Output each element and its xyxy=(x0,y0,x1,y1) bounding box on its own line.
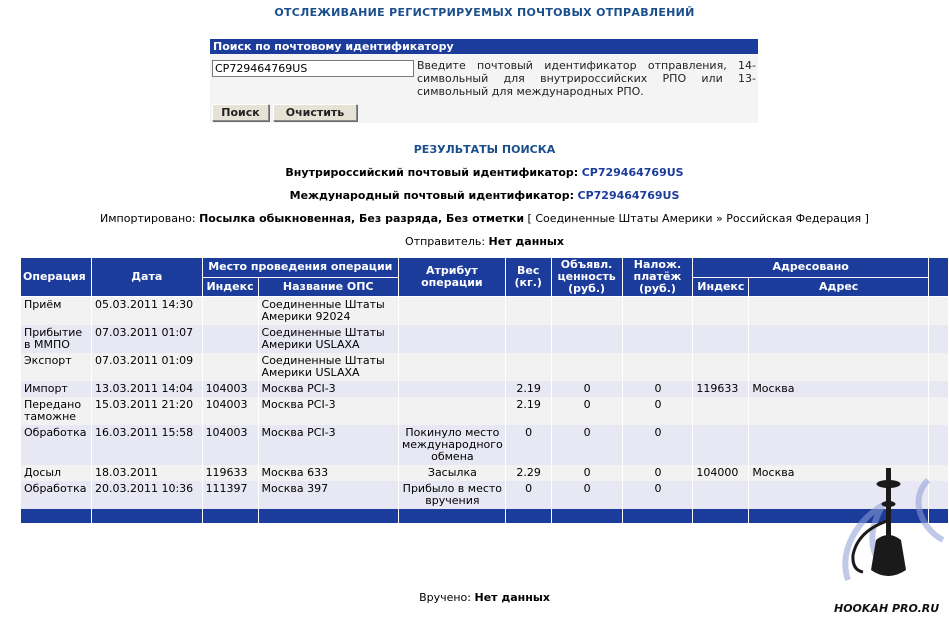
cell-ops-name: Соединенные Штаты Америки USLAXA xyxy=(258,353,398,381)
cell-operation: Обработка xyxy=(21,481,92,509)
cell-cod xyxy=(622,325,693,353)
cell-index: 104003 xyxy=(202,381,258,397)
domestic-id-value: CP729464769US xyxy=(581,166,684,179)
cell-attribute xyxy=(398,325,505,353)
cell-declared: 0 xyxy=(551,465,622,481)
tracking-id-input[interactable] xyxy=(212,60,414,77)
cell-weight: 2.19 xyxy=(505,397,551,425)
search-hint: Введите почтовый идентификатор отправления, 14-символьный для внутрироссийских РПО или 13-символьный для международных РПО. xyxy=(417,59,756,98)
route-text: [ Соединенные Штаты Америки » Российская Федерация ] xyxy=(527,212,869,225)
cell-date: 15.03.2011 21:20 xyxy=(91,397,202,425)
cell-weight: 2.29 xyxy=(505,465,551,481)
cell-cod: 0 xyxy=(622,397,693,425)
cell-extra xyxy=(929,397,949,425)
cell-operation: Обработка xyxy=(21,425,92,465)
cell-to-address: Москва xyxy=(749,465,929,481)
cell-operation: Передано таможне xyxy=(21,397,92,425)
intl-id-value: CP729464769US xyxy=(577,189,680,202)
cell-date: 20.03.2011 10:36 xyxy=(91,481,202,509)
cell-date: 05.03.2011 14:30 xyxy=(91,297,202,326)
table-row xyxy=(21,353,949,381)
cell-to-address xyxy=(749,325,929,353)
cell-declared: 0 xyxy=(551,381,622,397)
intl-id-label: Международный почтовый идентификатор: xyxy=(289,189,574,202)
sender-label: Отправитель: xyxy=(405,235,486,248)
cell-index: 119633 xyxy=(202,465,258,481)
table-row xyxy=(21,397,949,425)
cell-to-index: 104000 xyxy=(693,465,749,481)
cell-to-address: Москва xyxy=(749,381,929,397)
cell-weight xyxy=(505,353,551,381)
cell-to-index xyxy=(693,481,749,509)
cell-index xyxy=(202,297,258,326)
cell-ops-name: Москва 633 xyxy=(258,465,398,481)
cell-attribute xyxy=(398,381,505,397)
cell-to-index: 119633 xyxy=(693,381,749,397)
watermark-text: HOOKAH PRO.RU xyxy=(834,602,940,615)
cell-attribute xyxy=(398,353,505,381)
operations-body xyxy=(21,297,949,524)
cell-cod: 0 xyxy=(622,481,693,509)
cell-attribute: Засылка xyxy=(398,465,505,481)
search-panel-header: Поиск по почтовому идентификатору xyxy=(210,39,758,54)
cell-to-address xyxy=(749,397,929,425)
col-cod: Налож. платёж (руб.) xyxy=(622,258,693,297)
cell-operation: Импорт xyxy=(21,381,92,397)
cell-declared: 0 xyxy=(551,425,622,465)
table-footer-bar xyxy=(21,509,949,523)
cell-declared xyxy=(551,353,622,381)
cell-weight xyxy=(505,297,551,326)
cell-ops-name: Москва PCI-3 xyxy=(258,397,398,425)
sender-value: Нет данных xyxy=(488,235,564,248)
cell-cod: 0 xyxy=(622,381,693,397)
col-addressed: Адресовано xyxy=(693,258,929,278)
cell-to-address xyxy=(749,425,929,465)
cell-weight: 2.19 xyxy=(505,381,551,397)
table-row xyxy=(21,465,949,481)
search-button[interactable]: Поиск xyxy=(212,104,269,121)
domestic-id-line xyxy=(0,166,949,179)
cell-declared xyxy=(551,325,622,353)
cell-ops-name: Москва PCI-3 xyxy=(258,381,398,397)
cell-ops-name: Москва 397 xyxy=(258,481,398,509)
cell-ops-name: Соединенные Штаты Америки USLAXA xyxy=(258,325,398,353)
sender-line xyxy=(0,235,949,248)
col-extra xyxy=(929,258,949,297)
cell-operation: Экспорт xyxy=(21,353,92,381)
cell-declared xyxy=(551,297,622,326)
cell-operation: Досыл xyxy=(21,465,92,481)
cell-to-index xyxy=(693,425,749,465)
intl-id-line xyxy=(0,189,949,202)
table-row xyxy=(21,297,949,326)
col-place: Место проведения операции xyxy=(202,258,398,278)
cell-attribute: Покинуло место международного обмена xyxy=(398,425,505,465)
cell-extra xyxy=(929,297,949,326)
cell-index: 104003 xyxy=(202,425,258,465)
clear-button[interactable]: Очистить xyxy=(273,104,357,121)
page-title: ОТСЛЕЖИВАНИЕ РЕГИСТРИРУЕМЫХ ПОЧТОВЫХ ОТПРАВЛЕНИЙ xyxy=(274,6,695,19)
col-declared-value: Объявл. ценность (руб.) xyxy=(551,258,622,297)
cell-operation: Приём xyxy=(21,297,92,326)
imported-label: Импортировано: xyxy=(100,212,196,225)
cell-cod xyxy=(622,297,693,326)
col-weight: Вес (кг.) xyxy=(505,258,551,297)
imported-line xyxy=(0,212,949,225)
cell-extra xyxy=(929,425,949,465)
col-operation: Операция xyxy=(21,258,92,297)
cell-date: 07.03.2011 01:07 xyxy=(91,325,202,353)
cell-to-address xyxy=(749,297,929,326)
cell-attribute xyxy=(398,297,505,326)
table-row xyxy=(21,481,949,509)
hookah-icon xyxy=(828,460,949,618)
cell-to-index xyxy=(693,353,749,381)
cell-date: 13.03.2011 14:04 xyxy=(91,381,202,397)
table-row xyxy=(21,425,949,465)
cell-attribute: Прибыло в место вручения xyxy=(398,481,505,509)
cell-operation: Прибытие в ММПО xyxy=(21,325,92,353)
col-attribute: Атрибут операции xyxy=(398,258,505,297)
delivered-value: Нет данных xyxy=(474,591,550,604)
col-date: Дата xyxy=(91,258,202,297)
delivered-line xyxy=(0,591,949,604)
table-row xyxy=(21,381,949,397)
cell-to-index xyxy=(693,397,749,425)
cell-index: 111397 xyxy=(202,481,258,509)
cell-declared: 0 xyxy=(551,481,622,509)
cell-weight: 0 xyxy=(505,481,551,509)
col-address: Адрес xyxy=(749,277,929,297)
imported-value: Посылка обыкновенная, Без разряда, Без отметки xyxy=(199,212,525,225)
cell-to-index xyxy=(693,325,749,353)
cell-date: 16.03.2011 15:58 xyxy=(91,425,202,465)
delivered-label: Вручено: xyxy=(419,591,471,604)
col-index: Индекс xyxy=(202,277,258,297)
cell-date: 07.03.2011 01:09 xyxy=(91,353,202,381)
cell-to-address xyxy=(749,353,929,381)
cell-extra xyxy=(929,381,949,397)
cell-extra xyxy=(929,325,949,353)
search-panel xyxy=(210,39,758,123)
cell-index xyxy=(202,325,258,353)
cell-index xyxy=(202,353,258,381)
cell-attribute xyxy=(398,397,505,425)
results-title: РЕЗУЛЬТАТЫ ПОИСКА xyxy=(413,143,556,156)
cell-extra xyxy=(929,353,949,381)
cell-declared: 0 xyxy=(551,397,622,425)
domestic-id-label: Внутрироссийский почтовый идентификатор: xyxy=(285,166,579,179)
operations-table xyxy=(20,257,949,523)
cell-date: 18.03.2011 xyxy=(91,465,202,481)
col-ops-name: Название ОПС xyxy=(258,277,398,297)
cell-to-index xyxy=(693,297,749,326)
cell-index: 104003 xyxy=(202,397,258,425)
col-addr-index: Индекс xyxy=(693,277,749,297)
cell-ops-name: Москва PCI-3 xyxy=(258,425,398,465)
cell-cod xyxy=(622,353,693,381)
cell-weight xyxy=(505,325,551,353)
table-row xyxy=(21,325,949,353)
cell-ops-name: Соединенные Штаты Америки 92024 xyxy=(258,297,398,326)
cell-weight: 0 xyxy=(505,425,551,465)
cell-cod: 0 xyxy=(622,465,693,481)
cell-cod: 0 xyxy=(622,425,693,465)
